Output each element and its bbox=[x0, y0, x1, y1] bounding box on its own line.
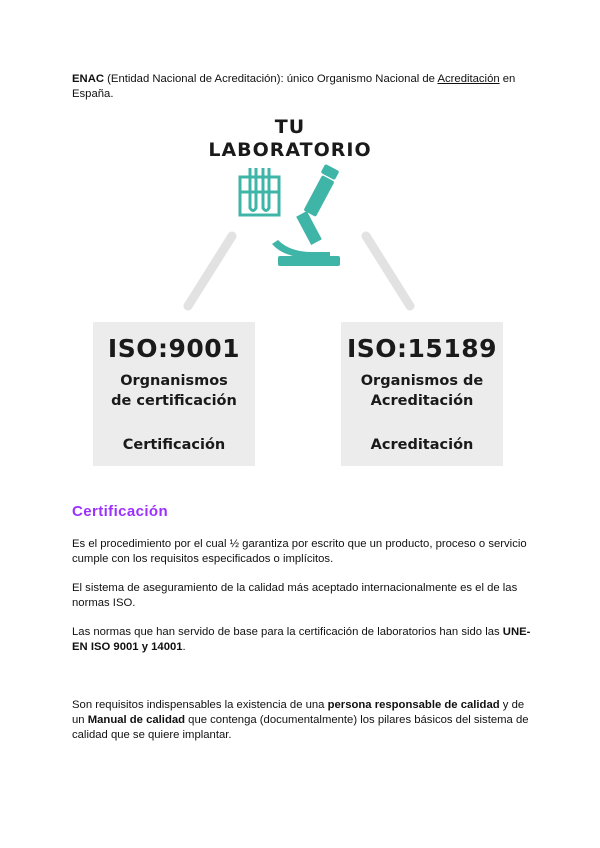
diagram-title-line2: LABORATORIO bbox=[208, 139, 372, 161]
diagram-title-line1: TU bbox=[274, 116, 306, 138]
norms-text: Las normas que han servido de base para la certificación de laboratorios han sido las bbox=[72, 626, 503, 638]
req-text-b: y de un bbox=[72, 699, 525, 726]
iso-9001-line1: Orgnanismos bbox=[120, 373, 228, 389]
enac-end: en España. bbox=[72, 73, 516, 100]
req-bold-person: persona responsable de calidad bbox=[327, 699, 500, 711]
paragraph-requirements bbox=[72, 698, 532, 743]
iso-9001-line2: de certificación bbox=[111, 393, 237, 409]
iso-15189-line1: Organismos de bbox=[360, 373, 484, 389]
iso-15189-code: ISO:15189 bbox=[346, 334, 498, 363]
section-heading: Certificación bbox=[72, 503, 169, 520]
microscope-icon bbox=[272, 164, 340, 266]
iso-9001-code: ISO:9001 bbox=[107, 334, 241, 363]
enac-description: (Entidad Nacional de Acreditación): único Organismo Nacional de bbox=[104, 73, 438, 85]
paragraph-definition: Es el procedimiento por el cual ½ garantiza por escrito que un producto, proceso o servicio cumple con los requisitos especificados o implícitos. bbox=[72, 538, 527, 565]
iso-15189-kind: Acreditación bbox=[370, 437, 474, 453]
right-connector-line bbox=[366, 236, 410, 306]
paragraph-iso-system: El sistema de aseguramiento de la calidad más aceptado internacionalmente es el de las normas ISO. bbox=[72, 582, 518, 609]
enac-acronym: ENAC bbox=[72, 73, 105, 85]
paragraph-norms bbox=[72, 625, 532, 655]
diagram-graphics bbox=[0, 112, 600, 322]
acreditacion-link[interactable]: Acreditación bbox=[437, 73, 500, 85]
norms-bold: UNE-EN ISO 9001 y 14001 bbox=[72, 626, 531, 653]
iso-15189-line2: Acreditación bbox=[370, 393, 474, 409]
left-connector-line bbox=[188, 236, 232, 306]
iso-9001-kind: Certificación bbox=[122, 437, 226, 453]
req-bold-manual: Manual de calidad bbox=[87, 714, 186, 726]
norms-end: . bbox=[182, 641, 186, 653]
laboratory-diagram bbox=[0, 112, 600, 472]
iso-9001-box bbox=[93, 322, 255, 466]
enac-paragraph bbox=[72, 72, 532, 102]
req-text-c: que contenga (documentalmente) los pilares básicos del sistema de calidad que se quiere implantar. bbox=[72, 714, 529, 741]
req-text-a: Son requisitos indispensables la existencia de una bbox=[72, 699, 328, 711]
test-tubes-icon bbox=[240, 168, 279, 215]
iso-15189-box bbox=[341, 322, 503, 466]
